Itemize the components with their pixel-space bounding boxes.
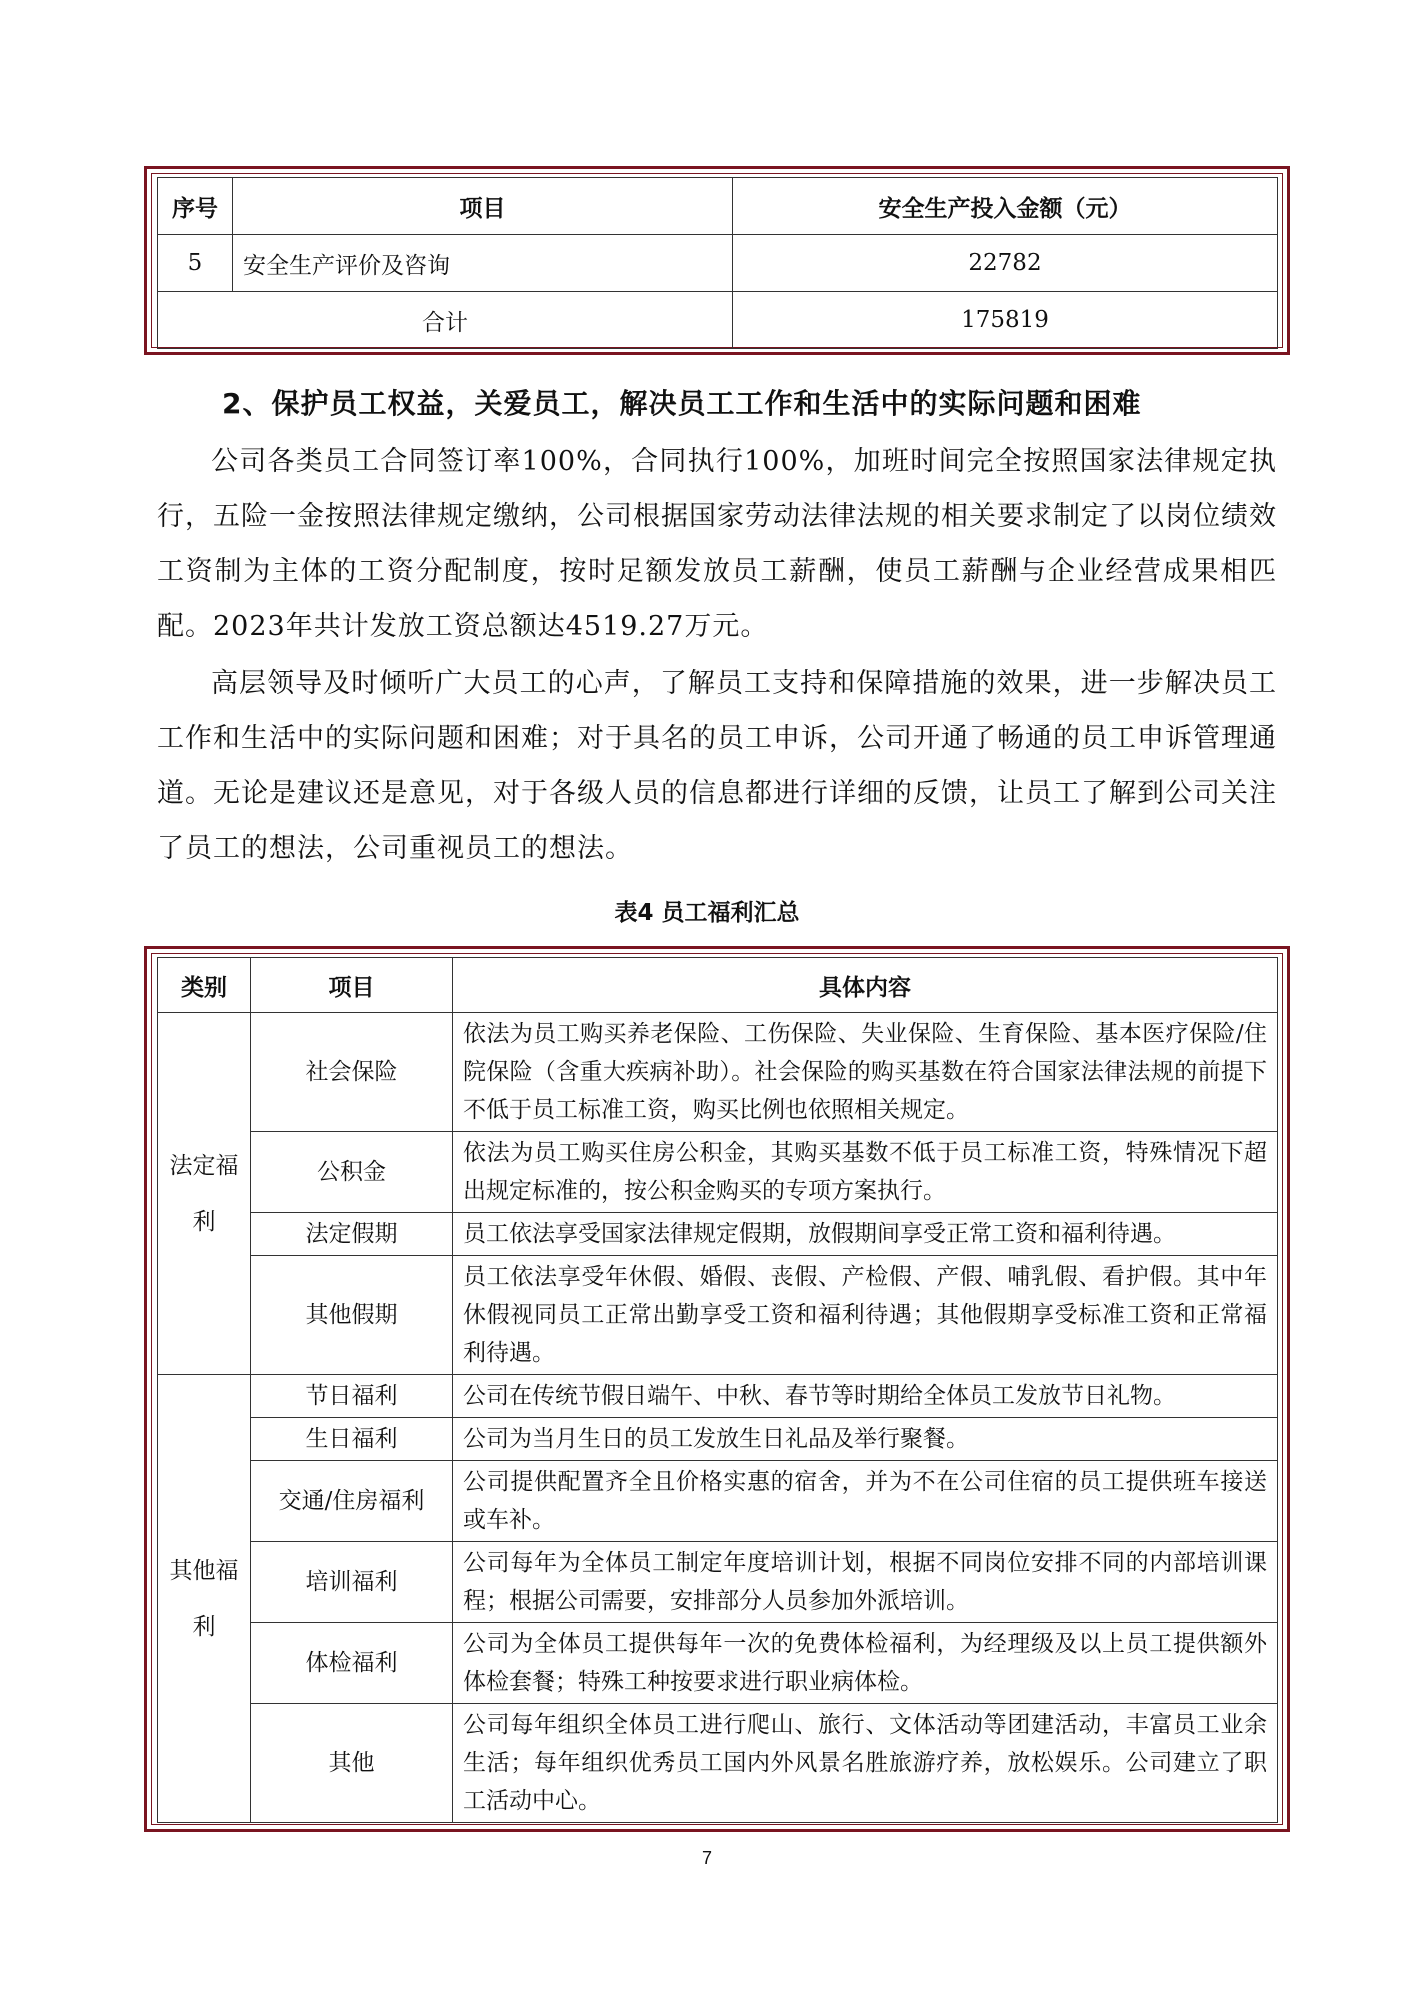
table-row xyxy=(158,1213,1278,1256)
page-number: 7 xyxy=(701,1848,712,1868)
paragraph-contracts: 公司各类员工合同签订率100%，合同执行100%，加班时间完全按照国家法律规定执行，五险一金按照法律规定缴纳，公司根据国家劳动法律法规的相关要求制定了以岗位绩效工资制为主体的工资分配制度，按时足额发放员工薪酬，使员工薪酬与企业经营成果相匹配。2023年共计发放工资总额达4519.27万元。 xyxy=(157,446,1277,642)
table-row xyxy=(158,1704,1278,1823)
welfare-table xyxy=(157,957,1278,1823)
table-row xyxy=(158,235,1278,292)
content-cell: 公司在传统节假日端午、中秋、春节等时期给全体员工发放节日礼物。 xyxy=(453,1375,1278,1418)
table-caption: 表4 员工福利汇总 xyxy=(614,900,800,926)
item-cell: 其他 xyxy=(251,1704,453,1823)
row-no: 5 xyxy=(158,235,233,292)
item-cell: 培训福利 xyxy=(251,1542,453,1623)
content-cell: 员工依法享受国家法律规定假期，放假期间享受正常工资和福利待遇。 xyxy=(453,1213,1278,1256)
header-item: 项目 xyxy=(233,178,733,235)
item-cell: 公积金 xyxy=(251,1132,453,1213)
content-cell: 公司提供配置齐全且价格实惠的宿舍，并为不在公司住宿的员工提供班车接送或车补。 xyxy=(453,1461,1278,1542)
content-cell: 公司每年组织全体员工进行爬山、旅行、文体活动等团建活动，丰富员工业余生活；每年组织优秀员工国内外风景名胜旅游疗养，放松娱乐。公司建立了职工活动中心。 xyxy=(453,1704,1278,1823)
table-header-row xyxy=(158,958,1278,1013)
item-cell: 社会保险 xyxy=(251,1013,453,1132)
row-amount: 22782 xyxy=(733,235,1278,292)
item-cell: 其他假期 xyxy=(251,1256,453,1375)
content-cell: 公司为全体员工提供每年一次的免费体检福利，为经理级及以上员工提供额外体检套餐；特殊工种按要求进行职业病体检。 xyxy=(453,1623,1278,1704)
table-row xyxy=(158,1375,1278,1418)
content-cell: 公司每年为全体员工制定年度培训计划，根据不同岗位安排不同的内部培训课程；根据公司需要，安排部分人员参加外派培训。 xyxy=(453,1542,1278,1623)
safety-investment-table xyxy=(157,177,1278,349)
item-cell: 生日福利 xyxy=(251,1418,453,1461)
item-cell: 体检福利 xyxy=(251,1623,453,1704)
content-cell: 依法为员工购买住房公积金，其购买基数不低于员工标准工资，特殊情况下超出规定标准的，按公积金购买的专项方案执行。 xyxy=(453,1132,1278,1213)
item-cell: 节日福利 xyxy=(251,1375,453,1418)
total-label: 合计 xyxy=(158,292,733,349)
table-header-row xyxy=(158,178,1278,235)
header-no: 序号 xyxy=(158,178,233,235)
header-amount: 安全生产投入金额（元） xyxy=(733,178,1278,235)
header-item: 项目 xyxy=(251,958,453,1013)
content-cell: 依法为员工购买养老保险、工伤保险、失业保险、生育保险、基本医疗保险/住院保险（含重大疾病补助）。社会保险的购买基数在符合国家法律法规的前提下不低于员工标准工资，购买比例也依照相关规定。 xyxy=(453,1013,1278,1132)
table-row xyxy=(158,1013,1278,1132)
item-cell: 交通/住房福利 xyxy=(251,1461,453,1542)
header-content: 具体内容 xyxy=(453,958,1278,1013)
table-row xyxy=(158,1256,1278,1375)
header-category: 类别 xyxy=(158,958,251,1013)
table-row xyxy=(158,1132,1278,1213)
content-cell: 公司为当月生日的员工发放生日礼品及举行聚餐。 xyxy=(453,1418,1278,1461)
total-amount: 175819 xyxy=(733,292,1278,349)
section-heading: 2、保护员工权益，关爱员工，解决员工工作和生活中的实际问题和困难 xyxy=(222,387,1142,420)
content-cell: 员工依法享受年休假、婚假、丧假、产检假、产假、哺乳假、看护假。其中年休假视同员工正常出勤享受工资和福利待遇；其他假期享受标准工资和正常福利待遇。 xyxy=(453,1256,1278,1375)
category-other: 其他福利 xyxy=(158,1375,251,1823)
row-item: 安全生产评价及咨询 xyxy=(233,235,733,292)
table-row xyxy=(158,1418,1278,1461)
item-cell: 法定假期 xyxy=(251,1213,453,1256)
table-row xyxy=(158,1542,1278,1623)
table-row xyxy=(158,1623,1278,1704)
category-statutory: 法定福利 xyxy=(158,1013,251,1375)
table-row xyxy=(158,1461,1278,1542)
paragraph-grievance: 高层领导及时倾听广大员工的心声，了解员工支持和保障措施的效果，进一步解决员工工作和生活中的实际问题和困难；对于具名的员工申诉，公司开通了畅通的员工申诉管理通道。无论是建议还是意见，对于各级人员的信息都进行详细的反馈，让员工了解到公司关注了员工的想法，公司重视员工的想法。 xyxy=(157,668,1277,864)
total-row xyxy=(158,292,1278,349)
